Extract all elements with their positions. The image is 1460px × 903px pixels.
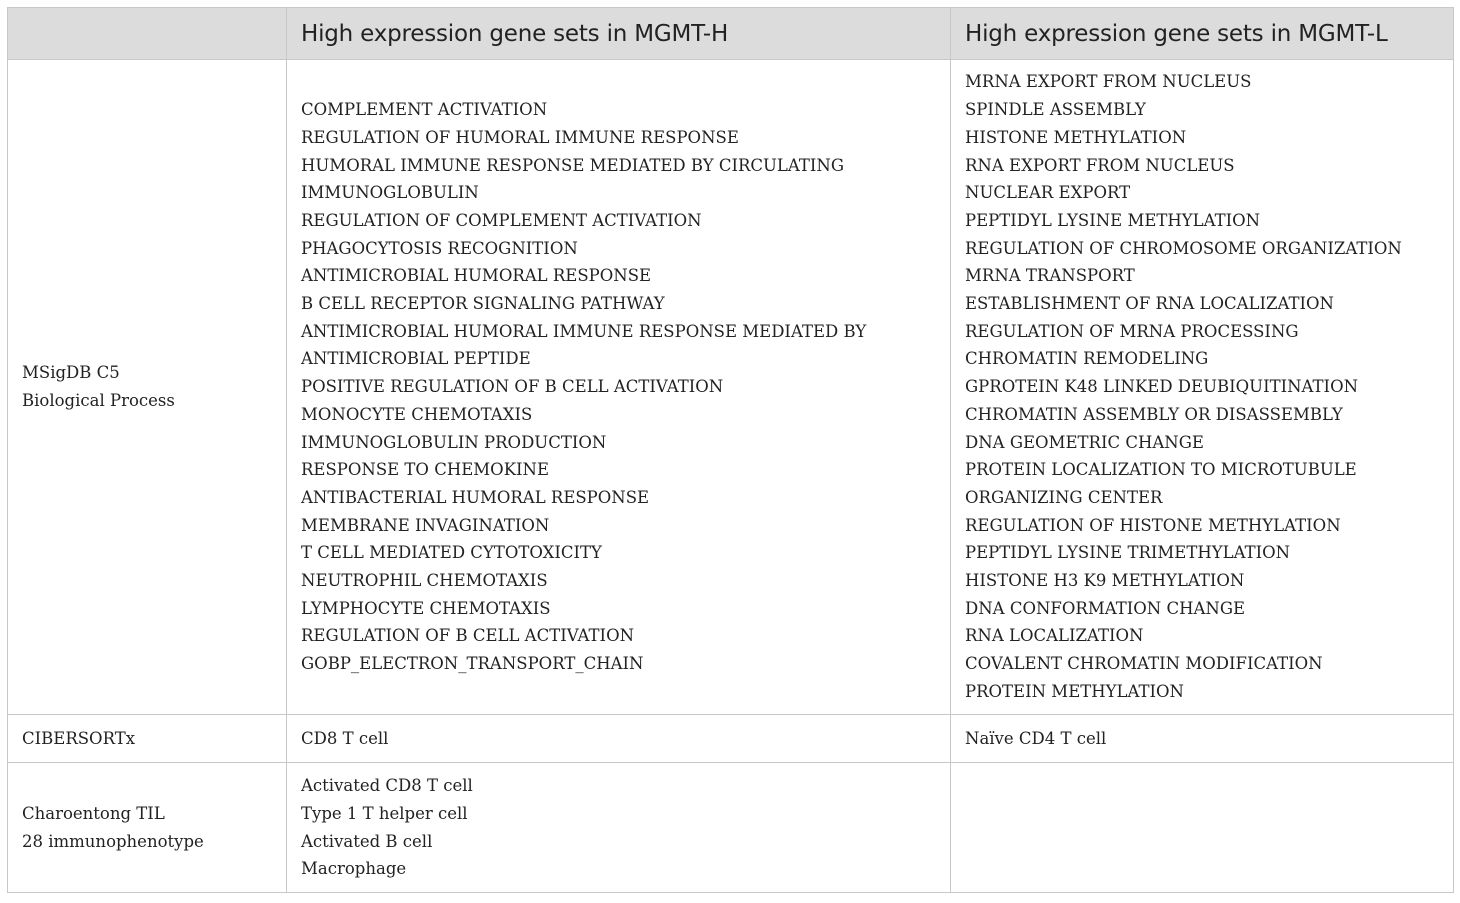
cell-line: DNA GEOMETRIC CHANGE <box>965 432 1204 452</box>
cell-line: REGULATION OF HUMORAL IMMUNE RESPONSE <box>301 127 739 147</box>
header-row <box>8 8 1454 60</box>
cell-line: CIBERSORTx <box>22 728 136 748</box>
cell-line: Macrophage <box>301 859 407 879</box>
mgmt-h-gene-sets <box>287 715 951 763</box>
cell-line: Naïve CD4 T cell <box>965 728 1107 748</box>
cell-line: Activated B cell <box>301 831 433 851</box>
cell-line: GOBP_ELECTRON_TRANSPORT_CHAIN <box>301 654 644 674</box>
cell-line: HISTONE H3 K9 METHYLATION <box>965 571 1245 591</box>
row-label <box>8 715 287 763</box>
cell-line: PEPTIDYL LYSINE METHYLATION <box>965 210 1261 230</box>
mgmt-h-gene-sets <box>287 763 951 893</box>
cell-line: MRNA TRANSPORT <box>965 266 1135 286</box>
gene-set-table <box>7 7 1454 893</box>
cell-line: NEUTROPHIL CHEMOTAXIS <box>301 571 548 591</box>
cell-line: T CELL MEDIATED CYTOTOXICITY <box>301 543 602 563</box>
header-mgmt-l: High expression gene sets in MGMT-L <box>951 8 1454 60</box>
cell-line: Charoentong TIL <box>22 803 165 823</box>
cell-line: HUMORAL IMMUNE RESPONSE MEDIATED BY CIRCULATING <box>301 155 845 175</box>
cell-line: MRNA EXPORT FROM NUCLEUS <box>965 72 1252 92</box>
cell-line: NUCLEAR EXPORT <box>965 183 1131 203</box>
cell-line: CHROMATIN ASSEMBLY OR DISASSEMBLY <box>965 404 1343 424</box>
cell-line: ORGANIZING CENTER <box>965 487 1163 507</box>
row-label <box>8 60 287 715</box>
cell-line: GPROTEIN K48 LINKED DEUBIQUITINATION <box>965 377 1359 397</box>
cell-line: IMMUNOGLOBULIN PRODUCTION <box>301 432 607 452</box>
cell-line: IMMUNOGLOBULIN <box>301 183 479 203</box>
cell-line: 28 immunophenotype <box>22 831 204 851</box>
header-category <box>8 8 287 60</box>
mgmt-l-gene-sets <box>951 60 1454 715</box>
cell-line: COVALENT CHROMATIN MODIFICATION <box>965 654 1323 674</box>
cell-line: MONOCYTE CHEMOTAXIS <box>301 404 533 424</box>
cell-line: ANTIMICROBIAL PEPTIDE <box>301 349 531 369</box>
cell-line: HISTONE METHYLATION <box>965 127 1187 147</box>
cell-line: ANTIMICROBIAL HUMORAL RESPONSE <box>301 266 652 286</box>
cell-line: RESPONSE TO CHEMOKINE <box>301 460 550 480</box>
cell-line: REGULATION OF MRNA PROCESSING <box>965 321 1299 341</box>
cell-line: PROTEIN LOCALIZATION TO MICROTUBULE <box>965 460 1357 480</box>
cell-line: Type 1 T helper cell <box>301 803 468 823</box>
cell-line: REGULATION OF B CELL ACTIVATION <box>301 626 635 646</box>
mgmt-h-gene-sets <box>287 60 951 715</box>
cell-line: CHROMATIN REMODELING <box>965 349 1209 369</box>
cell-line: SPINDLE ASSEMBLY <box>965 100 1146 120</box>
cell-line: PHAGOCYTOSIS RECOGNITION <box>301 238 578 258</box>
table-row-msigdb <box>8 60 1454 715</box>
mgmt-l-gene-sets <box>951 763 1454 893</box>
cell-line: CD8 T cell <box>301 728 389 748</box>
cell-line: REGULATION OF HISTONE METHYLATION <box>965 515 1341 535</box>
cell-line: PEPTIDYL LYSINE TRIMETHYLATION <box>965 543 1291 563</box>
table-row-cibersortx <box>8 715 1454 763</box>
table-row-charoentong <box>8 763 1454 893</box>
cell-line: RNA EXPORT FROM NUCLEUS <box>965 155 1235 175</box>
cell-line: Biological Process <box>22 391 175 410</box>
cell-line: PROTEIN METHYLATION <box>965 681 1184 701</box>
cell-line: ESTABLISHMENT OF RNA LOCALIZATION <box>965 294 1334 314</box>
cell-line: ANTIMICROBIAL HUMORAL IMMUNE RESPONSE MEDIATED BY <box>301 321 867 341</box>
cell-line: POSITIVE REGULATION OF B CELL ACTIVATION <box>301 377 724 397</box>
cell-line: REGULATION OF CHROMOSOME ORGANIZATION <box>965 238 1402 258</box>
row-label <box>8 763 287 893</box>
cell-line: MEMBRANE INVAGINATION <box>301 515 550 535</box>
mgmt-l-gene-sets <box>951 715 1454 763</box>
cell-line: DNA CONFORMATION CHANGE <box>965 598 1246 618</box>
cell-line: MSigDB C5 <box>22 363 120 383</box>
cell-line: REGULATION OF COMPLEMENT ACTIVATION <box>301 210 702 230</box>
cell-line: ANTIBACTERIAL HUMORAL RESPONSE <box>301 487 650 507</box>
cell-line: B CELL RECEPTOR SIGNALING PATHWAY <box>301 294 665 314</box>
cell-line: COMPLEMENT ACTIVATION <box>301 100 548 120</box>
header-mgmt-h: High expression gene sets in MGMT-H <box>287 8 951 60</box>
cell-line: Activated CD8 T cell <box>301 776 473 796</box>
cell-line: RNA LOCALIZATION <box>965 626 1144 646</box>
cell-line: LYMPHOCYTE CHEMOTAXIS <box>301 598 551 618</box>
